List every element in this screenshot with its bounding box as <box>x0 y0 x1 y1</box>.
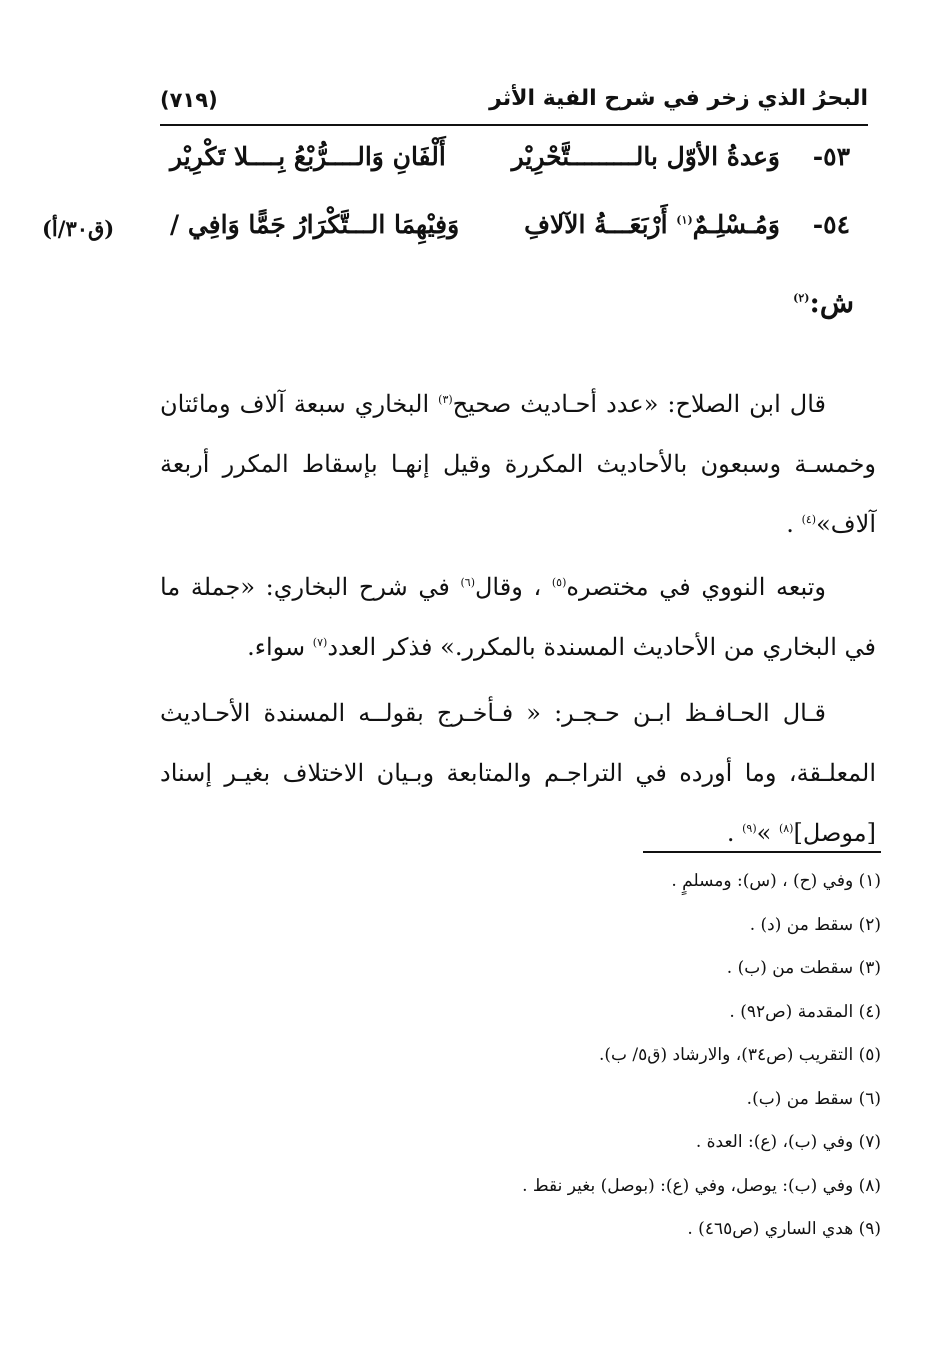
footnotes-list <box>181 864 881 1256</box>
paragraph-text: قـال الحـافـظ ابـن حـجـر: « فـأخـرج بقولــه المسندة الأحـاديث المعلـقة، وما أورده في التراجـم والمتابعة وبـيان الاختلاف بغيـر إسناد [موصل] <box>160 699 876 847</box>
paragraph-text: سواء. <box>247 633 313 661</box>
footnote: (٧) وفي (ب)، (ع): العدة . <box>695 1132 881 1152</box>
paragraph <box>160 683 876 863</box>
footnote-ref: (٨) <box>778 822 794 835</box>
footnote-ref: (٥) <box>551 576 567 589</box>
paragraph-text: . <box>786 510 802 538</box>
verse-second-hemistich: أَلْفَانِ وَالــــرُّبْعُ بِــــلا تَكْرِيْر <box>170 142 446 171</box>
footnote: (١) وفي (ح) ، (س): ومسلمٍ . <box>671 871 881 891</box>
paragraph <box>160 374 876 554</box>
verse-first-hemistich: وَعدةُ الأوّل بالـــــــــتَّحْرِيْر <box>511 142 780 171</box>
verse-number: ٥٤- <box>812 210 850 239</box>
footnote: (٢) سقط من (د) . <box>749 914 881 935</box>
paragraph-text: قال ابن الصلاح: «عدد أحـاديث صحيح <box>452 390 826 418</box>
page-number: (٧١٩) <box>160 88 218 112</box>
paragraph <box>160 557 876 677</box>
footnote-ref: (٣) <box>438 393 453 406</box>
paragraph-text: ، وقال <box>474 573 552 601</box>
book-title: البحرُ الذي زخر في شرح الفية الأثر <box>489 86 868 111</box>
footnote: (٩) هدي الساري (ص٤٦٥) . <box>687 1219 881 1239</box>
footnote-ref: (٩) <box>742 822 757 835</box>
commentary-label: ش: <box>809 286 854 319</box>
footnote-separator <box>643 851 881 853</box>
manuscript-folio-marker: (ق٣٠/أ) <box>42 216 115 241</box>
verse-first-hemistich <box>524 210 780 239</box>
paragraph-text: البخاري سبعة آلاف ومائتان وخمسـة وسبعون بالأحاديث المكررة وقيل إنهـا بإسقاط المكرر أربعة آلاف» <box>160 390 876 538</box>
verse-word: وَمُـسْلِـمٌ <box>692 210 780 239</box>
header-rule <box>160 124 868 126</box>
paragraph-text: » <box>756 819 779 847</box>
running-header <box>160 82 868 124</box>
footnote: (٥) التقريب (ص٣٤)، والارشاد (ق٥/ ب). <box>598 1045 881 1065</box>
footnote-ref: (٤) <box>801 513 817 526</box>
verse-word: أَرْبَعَـــةُ الآلافِ <box>524 210 668 239</box>
footnote: (٤) المقدمة (ص٩٢) . <box>729 1001 881 1022</box>
paragraph-text: وتبعه النووي في مختصره <box>566 573 826 601</box>
footnote-ref: (٢) <box>793 291 810 305</box>
paragraph-text: . <box>726 819 743 847</box>
footnote: (٣) سقطت من (ب) . <box>726 958 881 978</box>
verse-53 <box>160 142 850 186</box>
paragraph-text: في شرح البخاري: «جملة ما في البخاري من الأحاديث المسندة بالمكرر.» فذكر العدد <box>160 573 876 661</box>
verse-54 <box>160 210 850 254</box>
footnote-ref: (١) <box>676 213 693 227</box>
footnote-ref: (٧) <box>312 636 328 649</box>
footnote: (٨) وفي (ب): يوصل، وفي (ع): (بوصل) بغير نقط . <box>522 1175 881 1196</box>
footnote: (٦) سقط من (ب). <box>746 1088 881 1109</box>
footnote-ref: (٦) <box>460 576 475 589</box>
verse-second-hemistich: وَفِيْهِمَا الـــتَّكْرَارُ جَمًّا وَافِي / <box>170 210 460 239</box>
verse-number: ٥٣- <box>812 142 850 171</box>
commentary-marker <box>793 286 854 319</box>
